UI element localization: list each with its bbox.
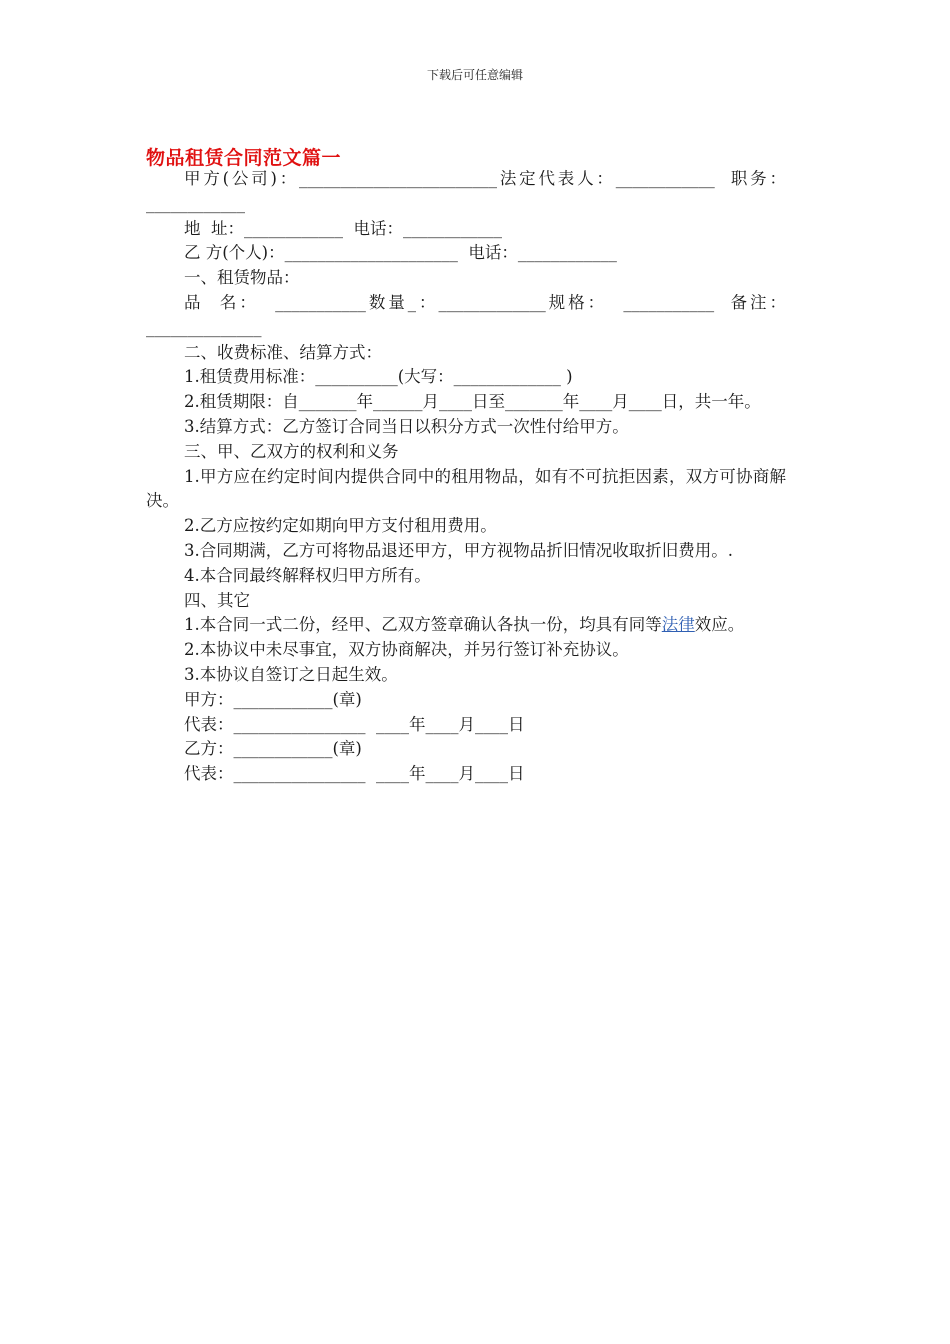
signature-party-a: 甲方：____________(章) [184,689,362,709]
page-header: 下载后可任意编辑 [426,68,523,82]
document-body [146,167,786,787]
document-title: 物品租赁合同范文篇一 [146,147,342,169]
item-details-line: 品 名： ___________数量_：_____________规格： ___________ 备注：______________ [146,292,786,337]
signature-rep-a: 代表：________________ ____年____月____日 [184,714,525,734]
clause-4-1-text: 1.本合同一式二份，经甲、乙双方签章确认各执一份，均具有同等 [184,615,662,635]
party-b-individual-line: 乙 方(个人)：_____________________ 电话：____________ [184,243,617,263]
clause-3-1: 1.甲方应在约定时间内提供合同中的租用物品，如有不可抗拒因素，双方可协商解决。 [146,466,786,511]
law-link[interactable]: 法律 [661,615,695,635]
clause-4-1-tail: 效应。 [694,615,745,635]
clause-3-3: 3.合同期满，乙方可将物品退还甲方，甲方视物品折旧情况收取折旧费用。. [184,540,733,560]
clause-3-2: 2.乙方应按约定如期向甲方支付租用费用。 [184,516,497,536]
signature-party-b: 乙方：____________(章) [184,739,362,759]
section-2-heading: 二、收费标准、结算方式： [184,342,382,362]
section-1-heading: 一、租赁物品： [184,268,300,288]
clause-2-2: 2.租赁期限：自_______年______月____日至_______年____月____日，共一年。 [184,392,761,412]
section-3-heading: 三、甲、乙双方的权利和义务 [184,441,399,461]
address-line: 地 址：____________ 电话：____________ [184,218,502,238]
signature-rep-b: 代表：________________ ____年____月____日 [184,764,525,784]
party-a-company-line: 甲方(公司)：________________________法定代表人：____________ 职务：____________ [146,169,786,213]
clause-4-3: 3.本协议自签订之日起生效。 [184,664,398,684]
clause-2-3: 3.结算方式：乙方签订合同当日以积分方式一次性付给甲方。 [184,416,629,436]
clause-4-2: 2.本协议中未尽事宜，双方协商解决，并另行签订补充协议。 [184,640,629,660]
clause-4-1 [146,613,786,638]
section-4-heading: 四、其它 [184,590,250,610]
clause-2-1: 1.租赁费用标准：__________(大写：_____________ ) [184,367,573,387]
clause-3-4: 4.本合同最终解释权归甲方所有。 [184,565,431,585]
